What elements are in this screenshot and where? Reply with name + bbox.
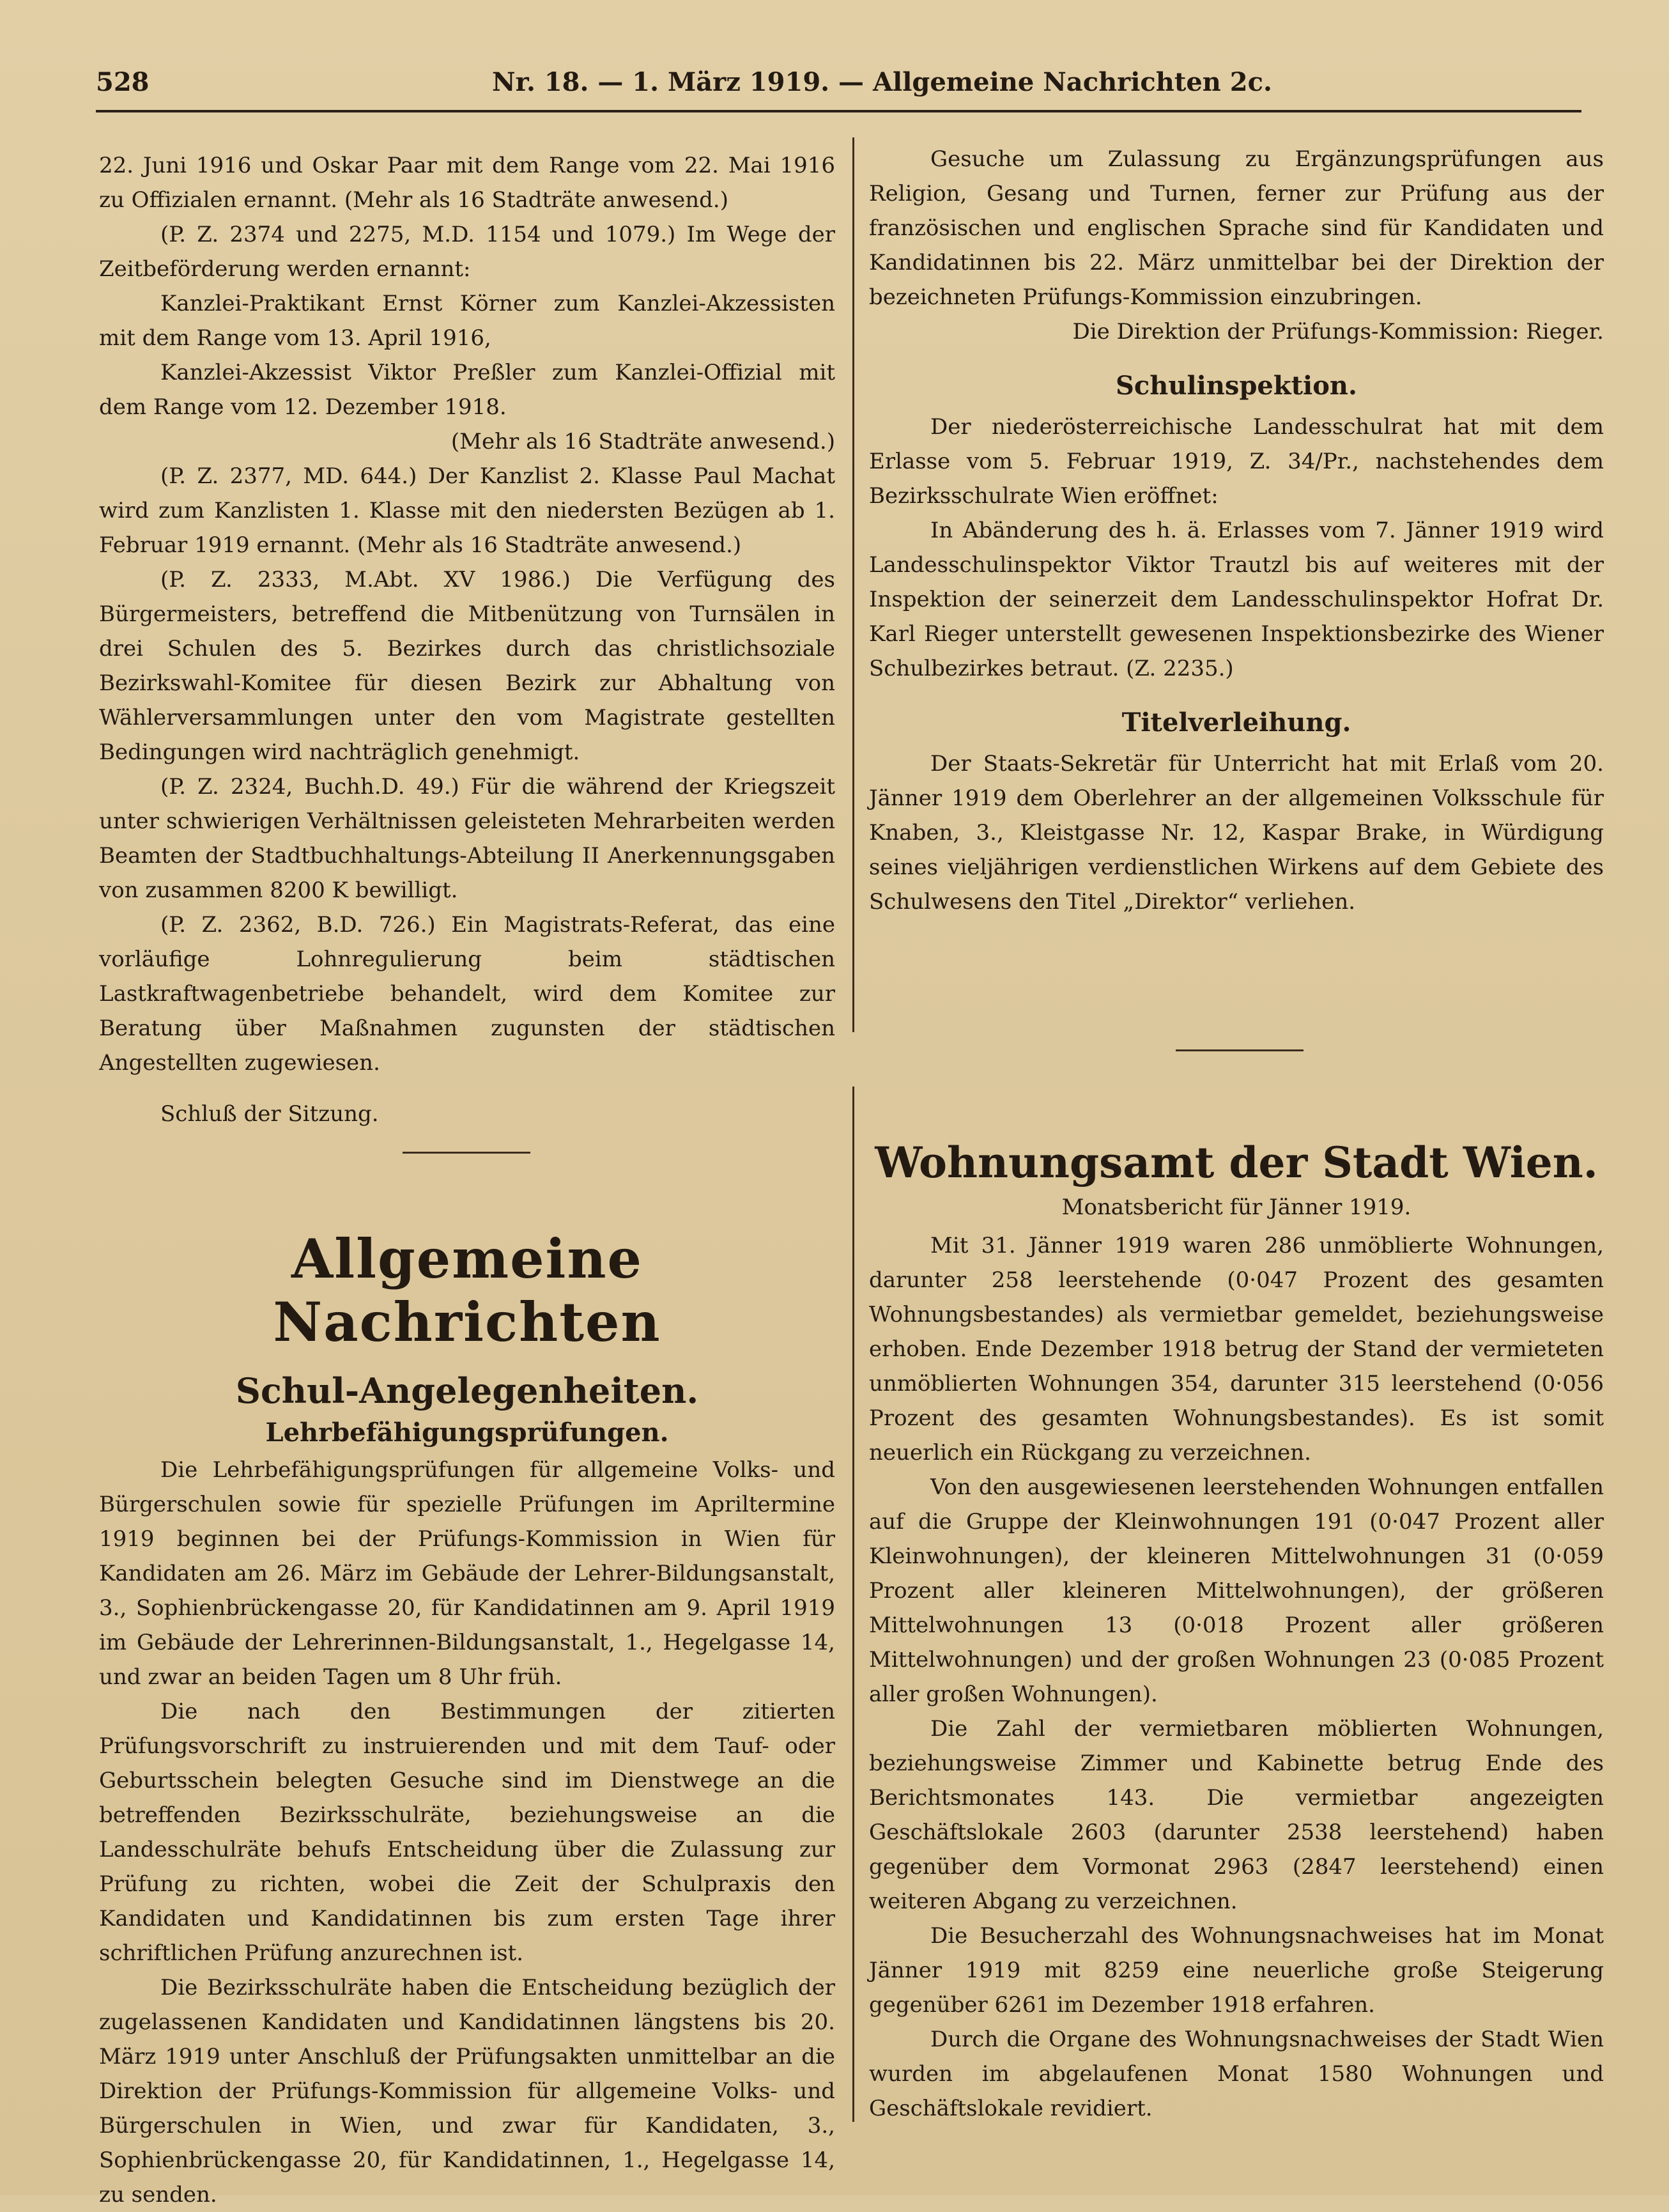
paragraph: Von den ausgewiesenen leerstehenden Wohnungen entfallen auf die Gruppe der Kleinwohnungen 191 (0·047 Prozent aller Kleinwohnungen), der kleineren Mittelwohnungen 31 (0·059 Prozent aller kleineren Mittelwohnungen), der größeren Mittelwohnungen 13 (0·018 Prozent aller größeren Mittelwohnungen) und der großen Wohnungen 23 (0·085 Prozent aller großen Wohnungen). — [869, 1474, 1604, 1707]
section-heading: Schulinspektion. — [1116, 371, 1357, 401]
section-heading: Titelverleihung. — [1121, 708, 1351, 738]
section-heading: Wohnungsamt der Stadt Wien. — [875, 1138, 1598, 1187]
paragraph: Mit 31. Jänner 1919 waren 286 unmöblierte Wohnungen, darunter 258 leerstehende (0·047 Prozent des gesamten Wohnungsbestandes) als vermietbar gemeldet, beziehungsweise erhoben. Ende Dezember 1918 betrug der Stand der vermieteten unmöblierten Wohnungen 354, darunter 315 leerstehend (0·056 Prozent des gesamten Wohnungsbestandes). Es ist somit neuerlich ein Rückgang zu verzeichnen. — [869, 1233, 1604, 1466]
section-subheading: Monatsbericht für Jänner 1919. — [1061, 1195, 1411, 1220]
header-rule — [96, 110, 1581, 112]
paragraph: (P. Z. 2324, Buchh.D. 49.) Für die während der Kriegszeit unter schwierigen Verhältnissen geleisteten Mehrarbeiten werden Beamten der Stadtbuchhaltungs-Abteilung II Anerkennungsgaben von zusammen 8200 K bewilligt. — [99, 774, 835, 903]
left-column-bottom — [99, 1227, 835, 2212]
paragraph: (P. Z. 2374 und 2275, M.D. 1154 und 1079.) Im Wege der Zeitbeförderung werden ernannt: — [99, 222, 835, 282]
paragraph: Die Lehrbefähigungsprüfungen für allgemeine Volks- und Bürgerschulen sowie für spezielle Prüfungen im Apriltermine 1919 beginnen bei der Prüfungs-Kommission in Wien für Kandidaten am 26. März im Gebäude der Lehrer-Bildungsanstalt, 3., Sophienbrückengasse 20, für Kandidatinnen am 9. April 1919 im Gebäude der Lehrerinnen-Bildungsanstalt, 1., Hegelgasse 14, und zwar an beiden Tagen um 8 Uhr früh. — [99, 1457, 835, 1690]
paragraph: (Mehr als 16 Stadträte anwesend.) — [450, 429, 835, 454]
main-section-title: Allgemeine Nachrichten — [273, 1227, 661, 1354]
paragraph: Die nach den Bestimmungen der zitierten Prüfungsvorschrift zu instruierenden und mit dem Tauf- oder Geburtsschein belegten Gesuche sind im Dienstwege an die betreffenden Bezirksschulräte, beziehungsweise an die Landesschulräte behufs Entscheidung über die Zulassung zur Prüfung zu richten, wobei die Zeit der Schulpraxis den Kandidaten und Kandidatinnen bis zum ersten Tage ihrer schriftlichen Prüfung anzurechnen ist. — [99, 1699, 835, 1966]
subsection-heading: Lehrbefähigungsprüfungen. — [265, 1418, 669, 1448]
paragraph: Die Besucherzahl des Wohnungsnachweises hat im Monat Jänner 1919 mit 8259 eine neuerliche große Steigerung gegenüber 6261 im Dezember 1918 erfahren. — [869, 1923, 1604, 2018]
section-heading: Schul-Angelegenheiten. — [235, 1370, 699, 1411]
paragraph: Kanzlei-Praktikant Ernst Körner zum Kanzlei-Akzessisten mit dem Range vom 13. April 1916, — [99, 291, 835, 351]
paragraph: Durch die Organe des Wohnungsnachweises der Stadt Wien wurden im abgelaufenen Monat 1580 Wohnungen und Geschäftslokale revidiert. — [869, 2027, 1604, 2121]
paragraph: (P. Z. 2377, MD. 644.) Der Kanzlist 2. Klasse Paul Machat wird zum Kanzlisten 1. Klasse mit den niedersten Bezügen ab 1. Februar 1919 ernannt. (Mehr als 16 Stadträte anwesend.) — [99, 463, 835, 558]
closing-line: Schluß der Sitzung. — [160, 1101, 379, 1127]
paragraph: Die Zahl der vermietbaren möblierten Wohnungen, beziehungsweise Zimmer und Kabinette betrug Ende des Berichtsmonates 143. Die vermietbar angezeigten Geschäftslokale 2603 (darunter 2538 leerstehend) haben gegenüber dem Vormonat 2963 (2847 leerstehend) einen weiteren Abgang zu verzeichnen. — [869, 1716, 1604, 1914]
paragraph: In Abänderung des h. ä. Erlasses vom 7. Jänner 1919 wird Landesschulinspektor Viktor Trautzl bis auf weiteres mit der Inspektion der seinerzeit dem Landesschulinspektor Hofrat Dr. Karl Rieger unterstellt gewesenen Inspektionsbezirke des Wiener Schulbezirkes betraut. (Z. 2235.) — [869, 518, 1604, 681]
page-header — [96, 67, 1585, 112]
section-divider — [403, 1152, 530, 1154]
page-number: 528 — [96, 67, 150, 97]
paragraph: Der niederösterreichische Landesschulrat hat mit dem Erlasse vom 5. Februar 1919, Z. 34/Pr., nachstehendes dem Bezirksschulrate Wien eröffnet: — [869, 414, 1604, 509]
left-column-top — [99, 148, 835, 1131]
paragraph: Gesuche um Zulassung zu Ergänzungsprüfungen aus Religion, Gesang und Turnen, ferner zur Prüfung aus der französischen und englischen Sprache sind für Kandidaten und Kandidatinnen bis 22. März unmittelbar bei der Direktion der bezeichneten Prüfungs-Kommission einzubringen. — [869, 146, 1604, 310]
signature-line: Die Direktion der Prüfungs-Kommission: Rieger. — [1072, 319, 1604, 344]
paragraph: Die Bezirksschulräte haben die Entscheidung bezüglich der zugelassenen Kandidaten und Kandidatinnen längstens bis 20. März 1919 unter Anschluß der Prüfungsakten unmittelbar an die Direktion der Prüfungs-Kommission für allgemeine Volks- und Bürgerschulen in Wien, und zwar für Kandidaten, 3., Sophienbrückengasse 20, für Kandidatinnen, 1., Hegelgasse 14, zu senden. — [99, 1975, 835, 2208]
column-separator-bottom — [852, 1087, 854, 2122]
paragraph: Der Staats-Sekretär für Unterricht hat mit Erlaß vom 20. Jänner 1919 dem Oberlehrer an der allgemeinen Volksschule für Knaben, 3., Kleistgasse Nr. 12, Kaspar Brake, in Würdigung seines vieljährigen verdienstlichen Wirkens auf dem Gebiete des Schulwesens den Titel „Direktor“ verliehen. — [869, 751, 1604, 915]
right-column-top — [869, 142, 1604, 919]
column-separator-top — [852, 137, 854, 1032]
paragraph: (P. Z. 2362, B.D. 726.) Ein Magistrats-Referat, das eine vorläufige Lohnregulierung beim städtischen Lastkraftwagenbetriebe behandelt, wird dem Komitee zur Beratung über Maßnahmen zugunsten der städtischen Angestellten zugewiesen. — [99, 912, 835, 1076]
running-title: Nr. 18. — 1. März 1919. — Allgemeine Nachrichten 2c. — [492, 67, 1272, 97]
section-divider — [1176, 1049, 1304, 1051]
paragraph: 22. Juni 1916 und Oskar Paar mit dem Range vom 22. Mai 1916 zu Offizialen ernannt. (Mehr als 16 Stadträte anwesend.) — [99, 153, 835, 213]
paragraph: Kanzlei-Akzessist Viktor Preßler zum Kanzlei-Offizial mit dem Range vom 12. Dezember 1918. — [99, 360, 835, 420]
paragraph: (P. Z. 2333, M.Abt. XV 1986.) Die Verfügung des Bürgermeisters, betreffend die Mitbenützung von Turnsälen in drei Schulen des 5. Bezirkes durch das christlichsoziale Bezirkswahl-Komitee für diesen Bezirk zur Abhaltung von Wählerversammlungen unter den vom Magistrate gestellten Bedingungen wird nachträglich genehmigt. — [99, 567, 835, 765]
right-column-bottom — [869, 1138, 1604, 2126]
